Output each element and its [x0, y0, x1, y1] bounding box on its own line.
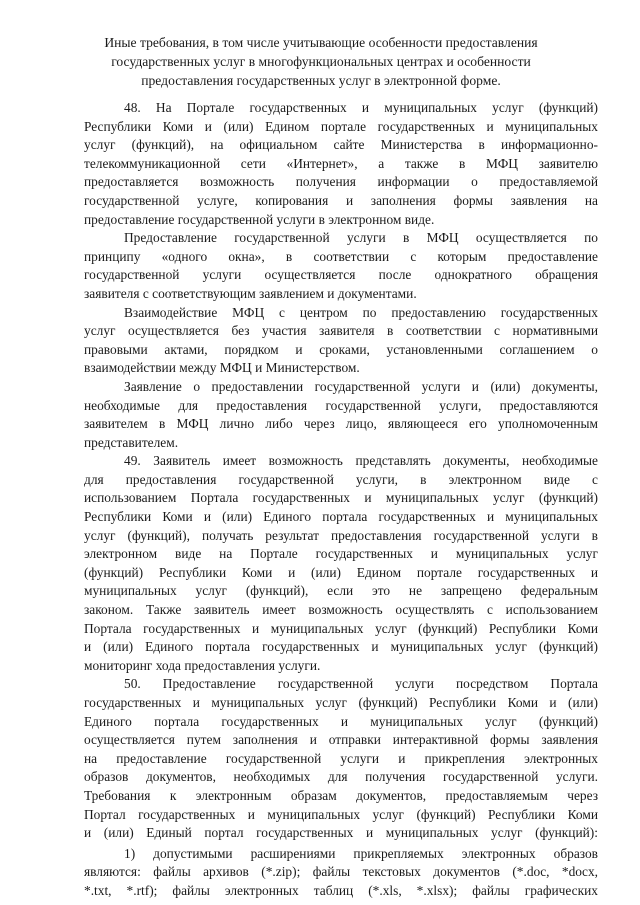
paragraph-application [84, 378, 598, 452]
list-item-1 [84, 845, 598, 901]
text-line: услуг осуществляется без участия заявителя в соответствии с нормативными [84, 323, 598, 339]
paragraph-one-window [84, 229, 598, 303]
text-line: использованием Портала государственных и муниципальных услуг (функций) [84, 490, 598, 506]
text-line: Требования к электронным образам документов, предоставляемым через [84, 787, 598, 803]
text-line: образов документов, необходимых для получения государственной услуги. [84, 769, 598, 785]
text-line: услуг (функций), на официальном сайте Министерства в информационно- [84, 137, 598, 153]
text-line: услуг (функций), получать результат предоставления государственной услуги в [84, 527, 598, 543]
text-line: Предоставление государственной услуги в МФЦ осуществляется по [124, 230, 598, 246]
text-line: телекоммуникационной сети «Интернет», а также в МФЦ заявителю [84, 155, 598, 171]
paragraph-interaction [84, 304, 598, 378]
text-line: 50. Предоставление государственной услуги посредством Портала [124, 676, 598, 692]
text-line: на предоставление государственной услуги и прикрепления электронных [84, 750, 598, 766]
heading-line: государственных услуг в многофункциональных центрах и особенности [111, 54, 531, 69]
text-line: необходимые для предоставления государственной услуги, предоставляются [84, 397, 598, 413]
text-line: *.txt, *.rtf); файлы электронных таблиц (*.xls, *.xlsx); файлы графических [84, 882, 598, 898]
text-line: представителем. [84, 434, 179, 450]
text-line: (функций) Республики Коми и (или) Едином портале государственных и [84, 564, 598, 580]
text-line: Единого портала государственных и муниципальных услуг (функций) [84, 713, 598, 729]
text-line: Взаимодействие МФЦ с центром по предоставлению государственных [124, 304, 598, 320]
text-line: Портал государственных и муниципальных услуг (функций) Республики Коми [84, 806, 598, 822]
text-line: Республики Коми и (или) Едином портале государственных и муниципальных [84, 118, 598, 134]
text-line: являются: файлы архивов (*.zip); файлы текстовых документов (*.doc, *docx, [84, 864, 598, 880]
text-line: Республики Коми и (или) Единого портала государственных и муниципальных [84, 509, 598, 525]
paragraph-50 [84, 675, 598, 842]
text-line: предоставляется возможность получения информации о предоставляемой [84, 174, 598, 190]
text-line: государственной услуге, копирования и заполнения формы заявления на [84, 192, 598, 208]
text-line: для предоставления государственной услуги, в электронном виде с [84, 471, 598, 487]
text-line: муниципальных услуг (функций), если это не запрещено федеральным [84, 583, 598, 599]
text-line: заявителем в МФЦ лично либо через лицо, являющееся его уполномоченным [84, 416, 598, 432]
text-line: государственных и муниципальных услуг (функций) Республики Коми и (или) [84, 695, 598, 710]
text-line: предоставление государственной услуги в электронном виде. [84, 211, 435, 227]
heading-line: предоставления государственных услуг в электронной форме. [141, 73, 501, 88]
text-line: Портала государственных и муниципальных услуг (функций) Республики Коми [84, 620, 598, 636]
text-line: и (или) Единого портала государственных и муниципальных услуг (функций) [84, 639, 598, 655]
text-line: Заявление о предоставлении государственной услуги и (или) документы, [124, 378, 598, 394]
heading-line: Иные требования, в том числе учитывающие особенности предоставления [104, 35, 538, 50]
text-line: 1) допустимыми расширениями прикрепляемых электронных образов [124, 845, 598, 861]
paragraph-48 [84, 99, 598, 229]
text-line: и (или) Единый портал государственных и муниципальных услуг (функций): [84, 825, 598, 841]
text-line: мониторинг хода предоставления услуги. [84, 657, 321, 673]
text-line: законом. Также заявитель имеет возможность осуществлять с использованием [84, 602, 598, 618]
document-body [84, 99, 598, 901]
paragraph-49 [84, 452, 598, 675]
text-line: электронном виде на Портале государственных и муниципальных услуг [84, 546, 598, 562]
text-line: правовыми актами, порядком и сроками, установленными соглашением о [84, 341, 598, 357]
text-line: 49. Заявитель имеет возможность представлять документы, необходимые [124, 453, 598, 469]
text-line: государственной услуги осуществляется после однократного обращения [84, 267, 598, 283]
text-line: взаимодействии между МФЦ и Министерством. [84, 360, 360, 376]
text-line: заявителя с соответствующим заявлением и документами. [84, 285, 417, 301]
text-line: 48. На Портале государственных и муниципальных услуг (функций) [124, 100, 598, 115]
text-line: осуществляется путем заполнения и отправки интерактивной формы заявления [84, 732, 598, 748]
text-line: принципу «одного окна», в соответствии с которым предоставление [84, 248, 598, 264]
section-heading [96, 33, 546, 90]
